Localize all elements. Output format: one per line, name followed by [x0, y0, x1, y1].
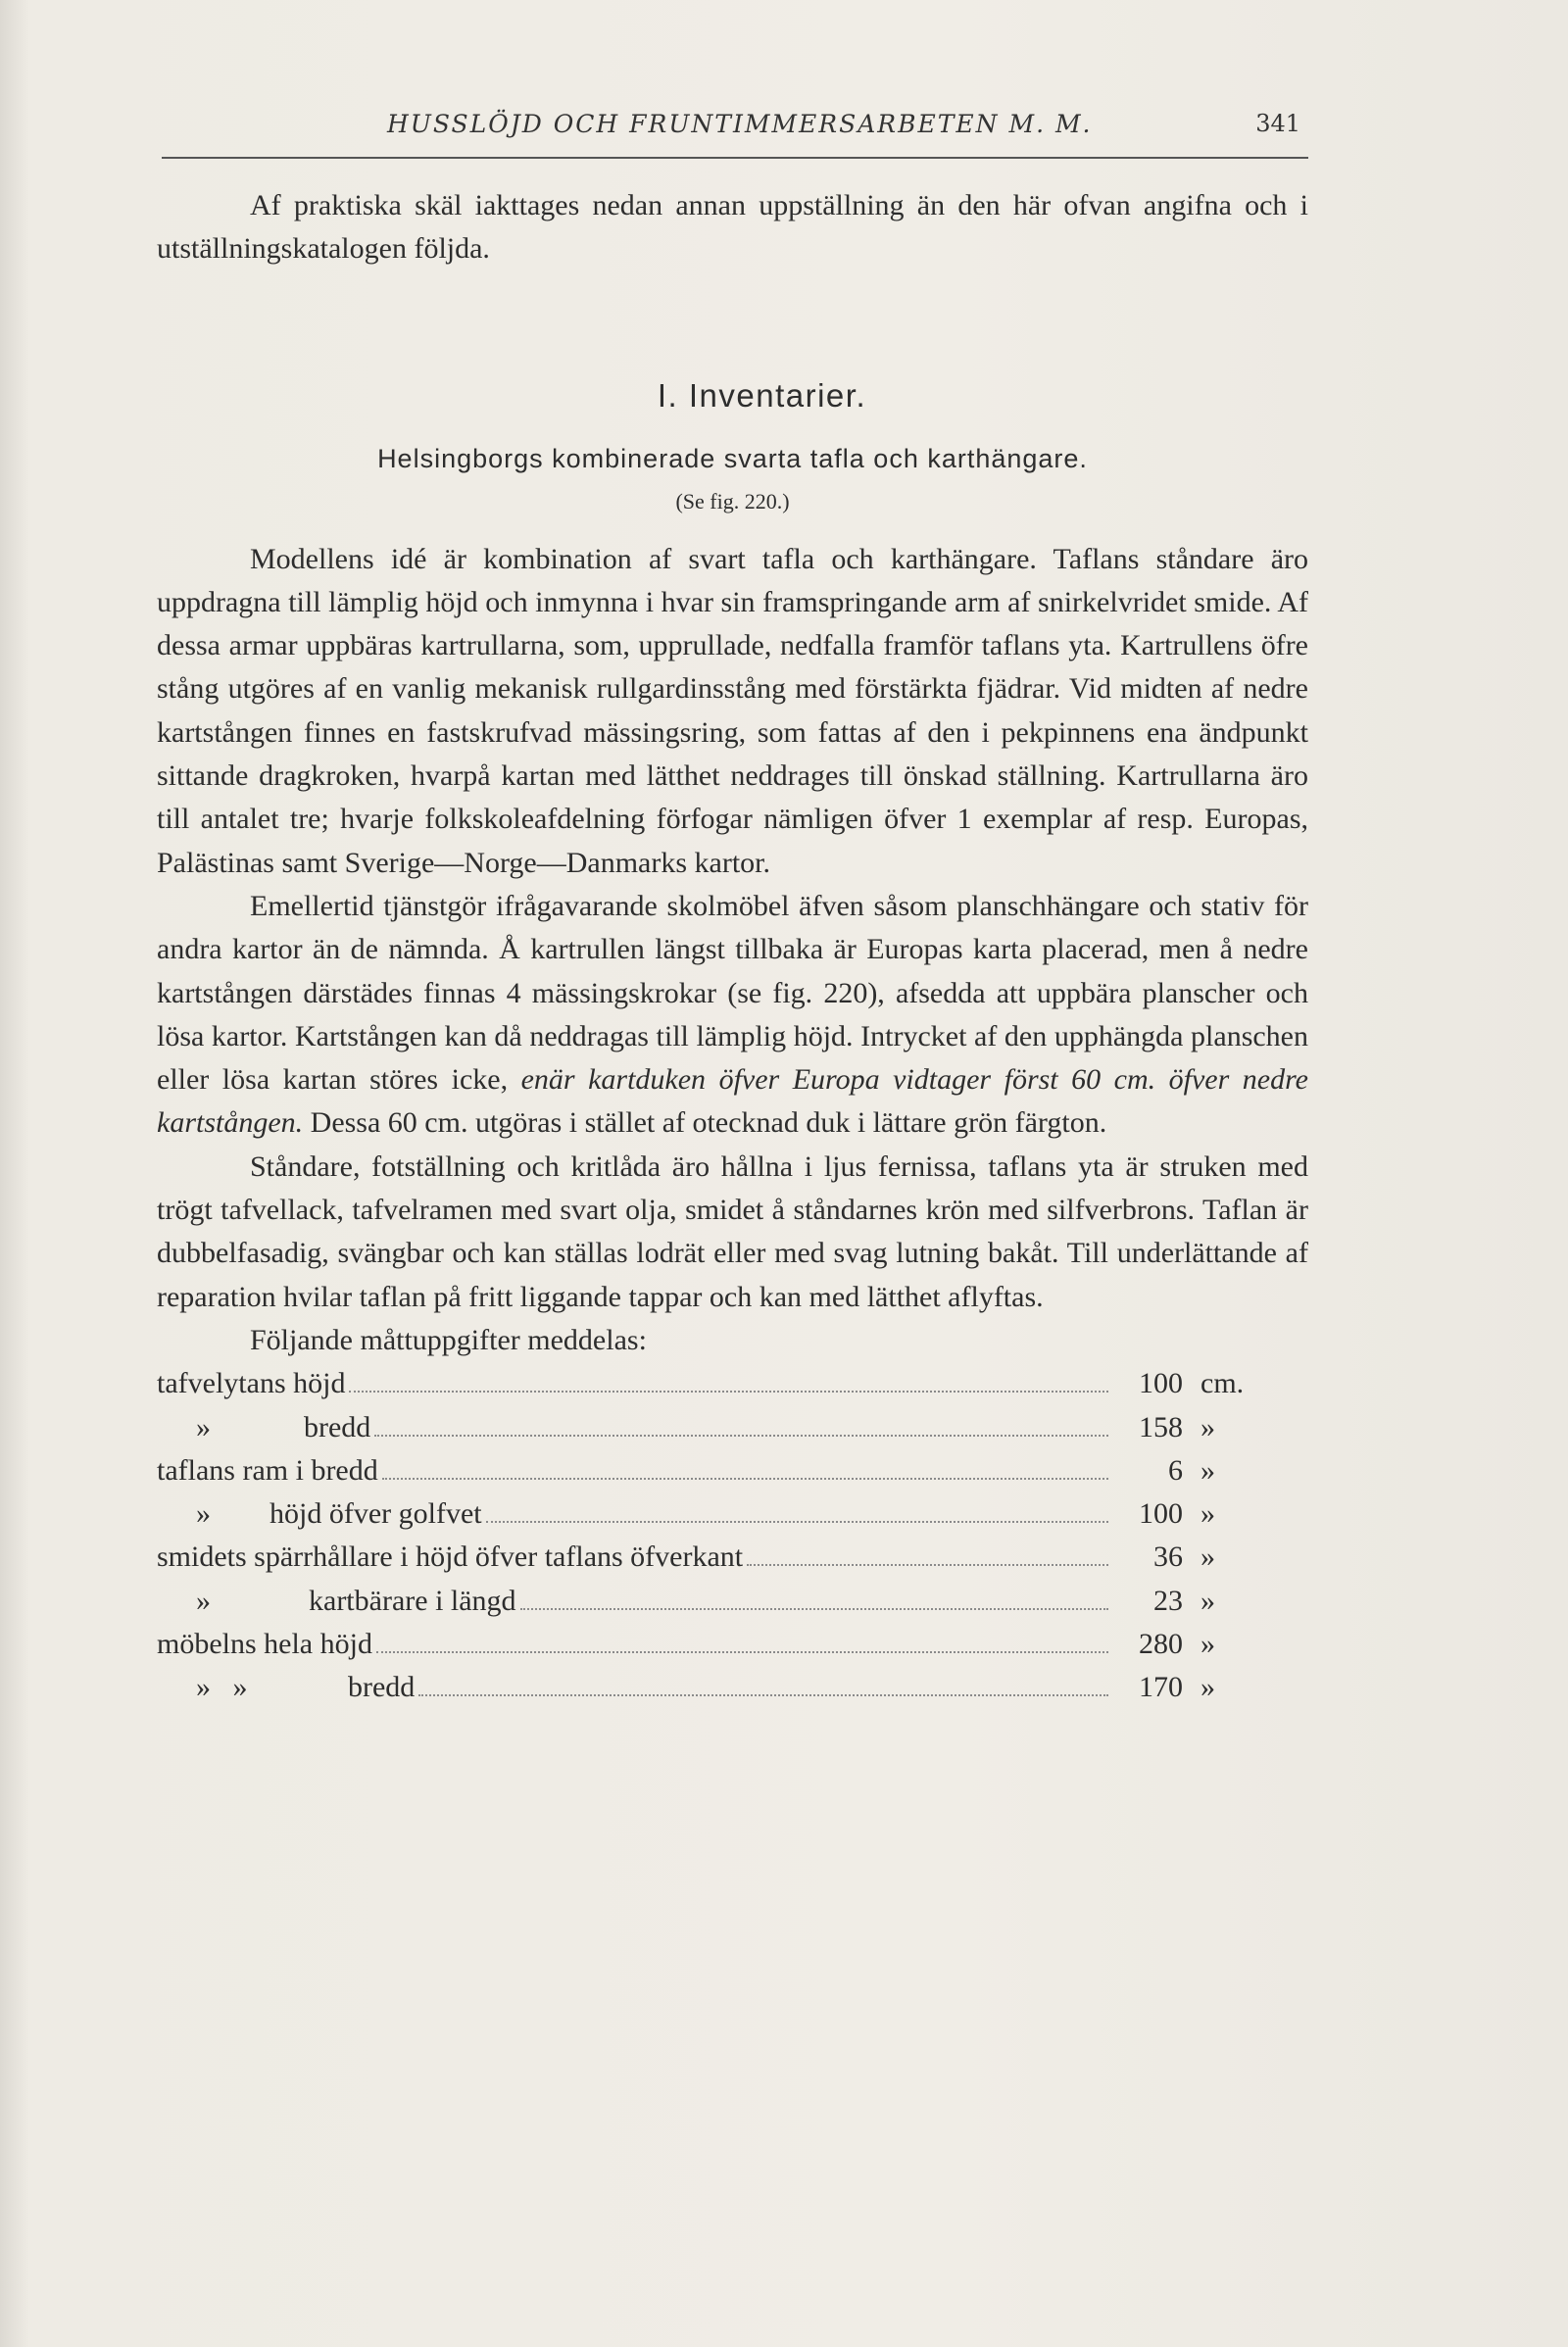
measurement-value: 170: [1139, 1671, 1183, 1704]
paragraph-2-text-before: Emellertid tjänstgör ifrågavarande skolmöbel äfven såsom planschhängare och stativ för andra kartor än de nämnda. Å kartrullen längst tillbaka är Europas karta placerad, men å nedre kartstången därstädes finnas 4 mässingskrokar (se fig. 220), afsedda att uppbära planscher och lösa kartor. Kartstången kan då neddragas till lämplig höjd. Intrycket af den upphängda planschen eller lösa kartan störes icke,: [157, 889, 1308, 1097]
leader-dots: [349, 1391, 1108, 1393]
measurement-unit: »: [1200, 1540, 1215, 1574]
intro-paragraph: Af praktiska skäl iakttages nedan annan uppställning än den här ofvan angifna och i utställningskatalogen följda.: [157, 189, 1308, 266]
ditto-mark: »: [196, 1584, 211, 1617]
measurement-value: 23: [1153, 1584, 1183, 1617]
measurement-label: möbelns hela höjd: [157, 1628, 372, 1661]
measurement-unit: »: [1200, 1497, 1215, 1531]
page-header: [162, 110, 1308, 149]
measurement-value: 280: [1139, 1628, 1183, 1661]
table-row: [157, 1449, 1308, 1492]
paragraph-3: Ståndare, fotställning och kritlåda äro hållna i ljus fernissa, taflans yta är struken med trögt tafvellack, tafvelramen med svart olja, smidet å ståndarnes krön med silfverbrons. Taflan är dubbelfasadig, svängbar och kan ställas lodrät eller med svag lutning bakåt. Till underlättande af reparation hvilar taflan på fritt liggande tappar och kan med lätthet aflyftas.: [157, 1149, 1308, 1313]
leader-dots: [520, 1608, 1108, 1610]
measurements-intro: Följande måttuppgifter meddelas:: [250, 1323, 647, 1356]
measurement-label: » bredd: [157, 1406, 370, 1449]
table-row: [157, 1666, 1308, 1709]
measurement-label: » » bredd: [157, 1666, 415, 1709]
measurement-label: smidets spärrhållare i höjd öfver taflans öfverkant: [157, 1540, 744, 1574]
measurement-unit: »: [1200, 1671, 1215, 1704]
paragraph-1: Modellens idé är kombination af svart tafla och karthängare. Taflans ståndare äro uppdragna till lämplig höjd och inmynna i hvar sin framspringande arm af snirkelvridet smide. Af dessa armar uppbäras kartrullarna, som, upprullade, nedfalla framför taflans yta. Kartrullens öfre stång utgöres af en vanlig mekanisk rullgardinsstång med förstärkta fjädrar. Vid midten af nedre kartstången finnes en fastskrufvad mässingsring, som fattas af den i pekpinnens ena ändpunkt sittande dragkroken, hvarpå kartan med lätthet neddrages till önskad ställning. Kartrullarna äro till antalet tre; hvarje folkskoleafdelning förfogar nämligen öfver 1 exemplar af resp. Europas, Palästinas samt Sverige—Norge—Danmarks kartor.: [157, 542, 1308, 879]
measurement-unit: »: [1200, 1410, 1215, 1443]
table-row: [157, 1362, 1308, 1405]
ditto-mark: » »: [196, 1671, 248, 1704]
section-title: I. Inventarier.: [657, 376, 867, 414]
ditto-mark: »: [196, 1410, 211, 1443]
paragraph-2-italic: enär kartduken öfver Europa vidtager först 60 cm. öfver nedre kartstången.: [157, 1063, 1308, 1140]
leader-dots: [418, 1694, 1108, 1696]
table-row: [157, 1623, 1308, 1666]
measurement-label: tafvelytans höjd: [157, 1367, 346, 1400]
measurement-label: taflans ram i bredd: [157, 1453, 378, 1487]
page-number: 341: [1255, 110, 1300, 137]
measurement-label: » kartbärare i längd: [157, 1580, 516, 1623]
paragraph-2-text-after: Dessa 60 cm. utgöras i stället af otecknad duk i lättare grön färgton.: [310, 1106, 1107, 1140]
table-row: [157, 1406, 1308, 1449]
measurement-unit: cm.: [1200, 1367, 1245, 1400]
measurement-unit: »: [1200, 1584, 1215, 1617]
paragraph-2: [157, 885, 1308, 1146]
table-row: [157, 1492, 1308, 1536]
running-head: HUSSLÖJD OCH FRUNTIMMERSARBETEN M. M.: [387, 110, 1093, 138]
ditto-mark: »: [196, 1497, 211, 1531]
figure-reference: (Se fig. 220.): [675, 488, 790, 513]
leader-dots: [747, 1564, 1108, 1566]
measurement-value: 36: [1153, 1540, 1183, 1574]
measurement-unit: »: [1200, 1628, 1215, 1661]
leader-dots: [382, 1478, 1108, 1480]
page-body: [157, 184, 1308, 1710]
leader-dots: [376, 1651, 1108, 1653]
measurement-value: 100: [1139, 1497, 1183, 1531]
leader-dots: [374, 1435, 1108, 1437]
measurement-value: 158: [1139, 1410, 1183, 1443]
measurement-label: » höjd öfver golfvet: [157, 1492, 482, 1536]
measurements-table: [157, 1362, 1308, 1709]
measurement-unit: »: [1200, 1453, 1215, 1487]
table-row: [157, 1536, 1308, 1579]
leader-dots: [486, 1521, 1108, 1523]
measurement-value: 6: [1168, 1453, 1183, 1487]
table-row: [157, 1580, 1308, 1623]
subsection-title: Helsingborgs kombinerade svarta tafla och karthängare.: [377, 443, 1088, 473]
header-rule: [162, 157, 1308, 159]
measurement-value: 100: [1139, 1367, 1183, 1400]
